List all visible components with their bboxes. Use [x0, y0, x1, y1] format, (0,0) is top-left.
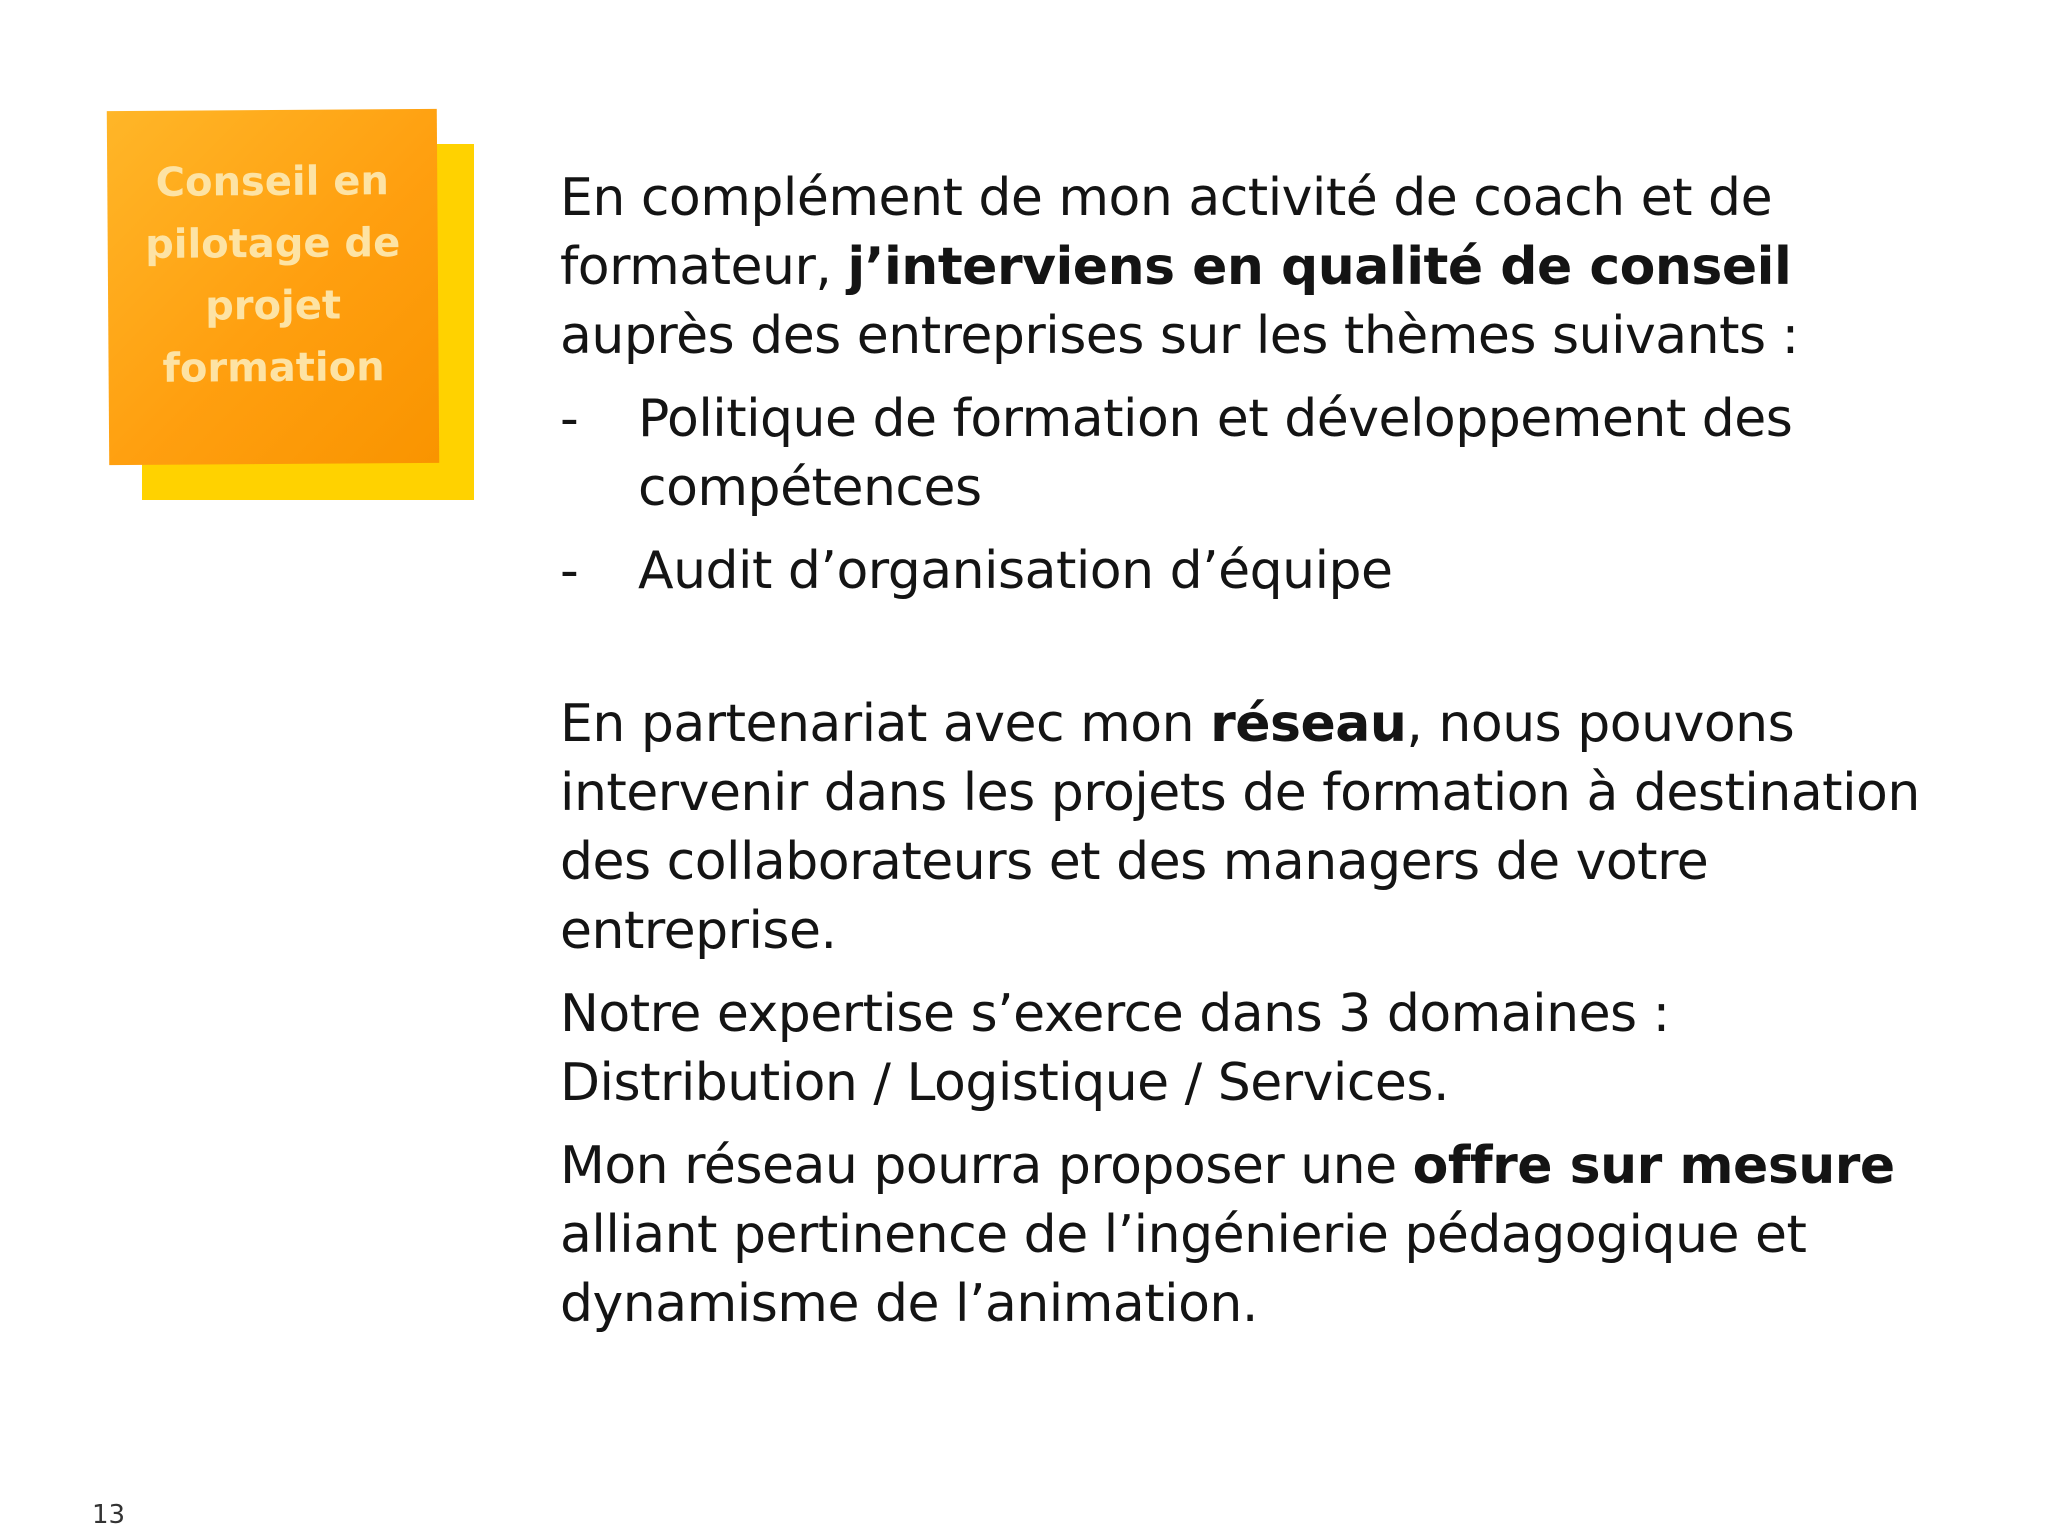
offer-emphasis: offre sur mesure	[1412, 1136, 1895, 1196]
expertise-paragraph: Notre expertise s’exerce dans 3 domaines : Distribution / Logistique / Services.	[560, 984, 1670, 1113]
badge-label: Conseil en pilotage de projet formation	[144, 158, 401, 392]
network-emphasis: réseau	[1210, 694, 1407, 754]
offer-paragraph: Mon réseau pourra proposer une offre sur mesure alliant pertinence de l’ingénierie pédagogique et dynamisme de l’animation.	[560, 1136, 1895, 1334]
bullet-marker: -	[560, 541, 579, 601]
page-number: 13	[92, 1500, 126, 1530]
intro-emphasis: j’interviens en qualité de conseil	[847, 237, 1792, 297]
intro-paragraph: En complément de mon activité de coach et de formateur, j’interviens en qualité de conseil auprès des entreprises sur les thèmes suivants :	[560, 168, 1799, 366]
network-paragraph: En partenariat avec mon réseau, nous pouvons intervenir dans les projets de formation à destination des collaborateurs et des managers de votre entreprise.	[560, 694, 1920, 961]
list-item: - Politique de formation et développement des compétences	[560, 385, 1960, 523]
slide-body	[560, 164, 1960, 1339]
themes-list	[560, 385, 1960, 606]
list-item: - Audit d’organisation d’équipe	[560, 537, 1960, 606]
section-badge	[108, 110, 474, 500]
bullet-marker: -	[560, 389, 579, 449]
badge-orange-block	[107, 109, 439, 465]
